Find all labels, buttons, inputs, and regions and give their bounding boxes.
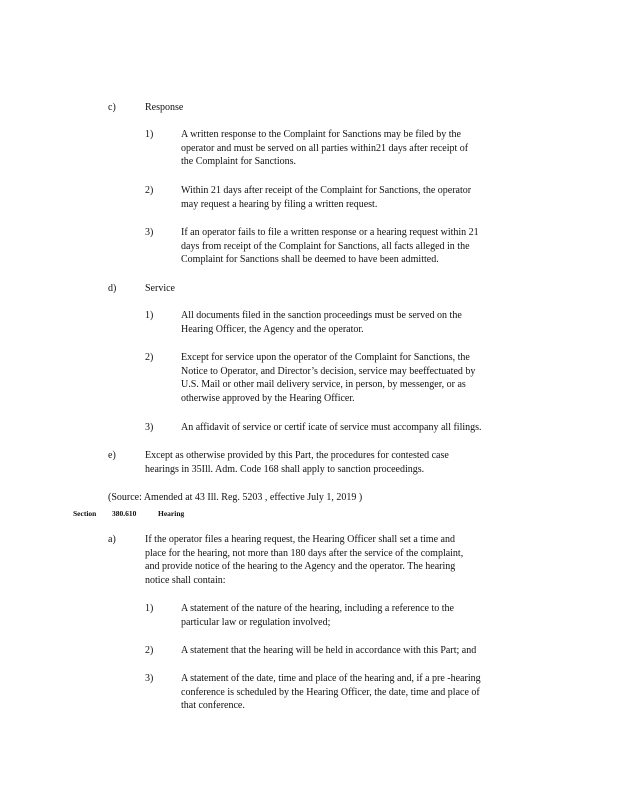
- section-a-marker: a): [108, 534, 116, 545]
- a-item-1-marker: 1): [145, 603, 154, 614]
- text-line: the Complaint for Sanctions.: [181, 156, 296, 168]
- d-item-1-text: [181, 309, 462, 336]
- text-line: particular law or regulation involved;: [181, 616, 331, 628]
- text-line: Notice to Operator, and Director’s decision, service may beeffectuated by: [181, 365, 476, 377]
- a-item-1-text: [181, 602, 454, 629]
- c-item-1-text: [181, 128, 468, 169]
- text-line: Except for service upon the operator of the Complaint for Sanctions, the: [181, 352, 470, 363]
- text-line: may request a hearing by filing a written request.: [181, 198, 378, 210]
- text-line: An affidavit of service or certif icate of service must accompany all filings.: [181, 422, 482, 433]
- text-line: operator and must be served on all parties within21 days after receipt of: [181, 142, 469, 154]
- text-line: Complaint for Sanctions shall be deemed to have been admitted.: [181, 254, 439, 266]
- d-item-3-text: [181, 421, 482, 435]
- text-line: Except as otherwise provided by this Part, the procedures for contested case: [145, 450, 449, 461]
- text-line: A statement of the date, time and place of the hearing and, if a pre -hearing: [181, 673, 481, 684]
- text-line: that conference.: [181, 700, 245, 712]
- a-item-2-text: [181, 644, 476, 658]
- source-note: (Source: Amended at 43 Ill. Reg. 5203 , effective July 1, 2019 ): [108, 492, 363, 503]
- a-item-2-marker: 2): [145, 645, 154, 656]
- section-e-text: [145, 449, 449, 476]
- section-number: 380.610: [112, 509, 137, 518]
- text-line: Within 21 days after receipt of the Complaint for Sanctions, the operator: [181, 185, 472, 196]
- section-d-heading: Service: [145, 283, 175, 294]
- section-label: Section: [73, 509, 97, 518]
- text-line: and provide notice of the hearing to the Agency and the operator. The hearing: [145, 561, 456, 573]
- d-item-3-marker: 3): [145, 422, 154, 433]
- text-line: U.S. Mail or other mail delivery service, in person, by messenger, or as: [181, 379, 466, 391]
- text-line: days from receipt of the Complaint for Sanctions, all facts alleged in the: [181, 240, 470, 252]
- section-c-heading: Response: [145, 102, 184, 113]
- c-item-2-marker: 2): [145, 185, 154, 196]
- a-item-3-text: [181, 672, 481, 713]
- section-d-marker: d): [108, 283, 117, 294]
- d-item-2-text: [181, 351, 475, 405]
- d-item-2-marker: 2): [145, 352, 154, 363]
- text-line: otherwise approved by the Hearing Officer.: [181, 392, 355, 404]
- text-line: conference is scheduled by the Hearing Officer, the date, time and place of: [181, 686, 480, 698]
- section-e-marker: e): [108, 450, 116, 461]
- c-item-2-text: [181, 184, 471, 211]
- section-title: Hearing: [158, 509, 185, 518]
- text-line: Hearing Officer, the Agency and the operator.: [181, 323, 364, 335]
- text-line: A statement that the hearing will be held in accordance with this Part; and: [181, 645, 477, 656]
- text-line: hearings in 35Ill. Adm. Code 168 shall apply to sanction proceedings.: [145, 463, 425, 475]
- c-item-3-text: [181, 226, 479, 267]
- text-line: A written response to the Complaint for Sanctions may be filed by the: [181, 129, 461, 140]
- text-line: All documents filed in the sanction proceedings must be served on the: [181, 310, 462, 321]
- section-a-text: [145, 533, 463, 587]
- text-line: place for the hearing, not more than 180 days after the service of the complaint,: [145, 547, 464, 559]
- text-line: A statement of the nature of the hearing, including a reference to the: [181, 603, 454, 614]
- text-line: If an operator fails to file a written response or a hearing request within 21: [181, 227, 479, 238]
- d-item-1-marker: 1): [145, 310, 154, 321]
- text-line: notice shall contain:: [145, 574, 226, 586]
- a-item-3-marker: 3): [145, 673, 154, 684]
- text-line: If the operator files a hearing request, the Hearing Officer shall set a time and: [145, 534, 455, 545]
- c-item-1-marker: 1): [145, 129, 154, 140]
- c-item-3-marker: 3): [145, 227, 154, 238]
- section-c-marker: c): [108, 102, 116, 113]
